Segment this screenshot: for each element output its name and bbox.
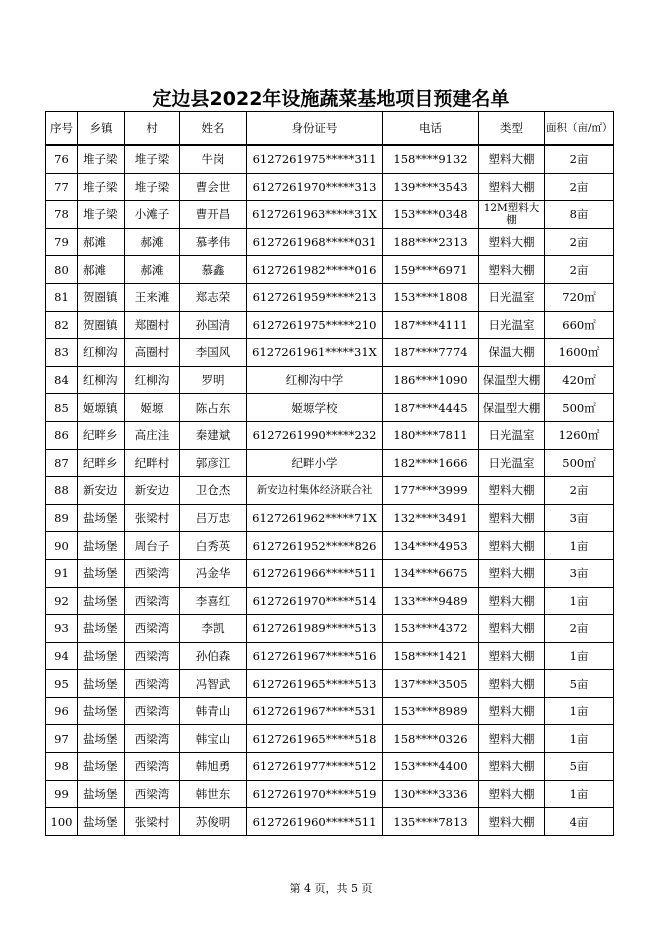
cell-phone: 187****4111 <box>383 311 479 339</box>
cell-village: 西梁湾 <box>125 780 180 808</box>
cell-seq: 87 <box>46 449 78 477</box>
cell-id-number: 6127261962*****71X <box>247 504 383 532</box>
cell-phone: 186****1090 <box>383 366 479 394</box>
cell-phone: 158****9132 <box>383 145 479 173</box>
cell-area: 3亩 <box>545 504 614 532</box>
cell-phone: 159****6971 <box>383 256 479 284</box>
cell-seq: 89 <box>46 504 78 532</box>
table-body <box>46 145 614 835</box>
cell-village: 西梁湾 <box>125 615 180 643</box>
cell-id-number: 6127261975*****311 <box>247 145 383 173</box>
cell-type: 保温型大棚 <box>479 366 545 394</box>
cell-type: 塑料大棚 <box>479 587 545 615</box>
cell-id-number: 新安边村集体经济联合社 <box>247 477 383 505</box>
cell-type: 日光温室 <box>479 283 545 311</box>
cell-name: 慕孝伟 <box>180 228 247 256</box>
cell-seq: 84 <box>46 366 78 394</box>
cell-area: 1亩 <box>545 697 614 725</box>
cell-phone: 187****4445 <box>383 394 479 422</box>
cell-village: 纪畔村 <box>125 449 180 477</box>
cell-name: 韩宝山 <box>180 725 247 753</box>
cell-name: 李凯 <box>180 615 247 643</box>
cell-name: 曹开昌 <box>180 201 247 229</box>
table-row <box>46 366 614 394</box>
cell-type: 塑料大棚 <box>479 725 545 753</box>
cell-type: 塑料大棚 <box>479 477 545 505</box>
cell-type: 塑料大棚 <box>479 808 545 836</box>
cell-town: 郝滩 <box>78 256 125 284</box>
cell-village: 西梁湾 <box>125 670 180 698</box>
table-row <box>46 670 614 698</box>
cell-phone: 180****7811 <box>383 421 479 449</box>
cell-seq: 83 <box>46 339 78 367</box>
cell-area: 660㎡ <box>545 311 614 339</box>
header-village: 村 <box>125 112 180 146</box>
cell-name: 李喜红 <box>180 587 247 615</box>
cell-id-number: 6127261952*****826 <box>247 532 383 560</box>
header-phone: 电话 <box>383 112 479 146</box>
cell-phone: 134****6675 <box>383 559 479 587</box>
cell-id-number: 纪畔小学 <box>247 449 383 477</box>
cell-seq: 90 <box>46 532 78 560</box>
cell-village: 王来滩 <box>125 283 180 311</box>
cell-name: 冯金华 <box>180 559 247 587</box>
cell-id-number: 6127261967*****531 <box>247 697 383 725</box>
cell-area: 500㎡ <box>545 449 614 477</box>
cell-type: 日光温室 <box>479 449 545 477</box>
cell-name: 郭彦江 <box>180 449 247 477</box>
table-row <box>46 532 614 560</box>
cell-village: 西梁湾 <box>125 642 180 670</box>
cell-town: 堆子梁 <box>78 173 125 201</box>
cell-type: 日光温室 <box>479 311 545 339</box>
cell-town: 盐场堡 <box>78 753 125 781</box>
cell-type: 保温型大棚 <box>479 394 545 422</box>
cell-town: 盐场堡 <box>78 808 125 836</box>
table-row <box>46 642 614 670</box>
cell-village: 郝滩 <box>125 256 180 284</box>
cell-phone: 177****3999 <box>383 477 479 505</box>
cell-type: 塑料大棚 <box>479 670 545 698</box>
cell-village: 西梁湾 <box>125 559 180 587</box>
cell-type: 日光温室 <box>479 421 545 449</box>
table-row <box>46 145 614 173</box>
cell-town: 盐场堡 <box>78 780 125 808</box>
cell-seq: 100 <box>46 808 78 836</box>
cell-name: 韩旭勇 <box>180 753 247 781</box>
cell-village: 西梁湾 <box>125 725 180 753</box>
header-id-number: 身份证号 <box>247 112 383 146</box>
cell-town: 盐场堡 <box>78 725 125 753</box>
cell-area: 1亩 <box>545 780 614 808</box>
cell-seq: 94 <box>46 642 78 670</box>
cell-seq: 97 <box>46 725 78 753</box>
cell-village: 西梁湾 <box>125 753 180 781</box>
cell-village: 堆子梁 <box>125 173 180 201</box>
cell-village: 张梁村 <box>125 808 180 836</box>
cell-name: 李国风 <box>180 339 247 367</box>
cell-phone: 153****0348 <box>383 201 479 229</box>
cell-type: 塑料大棚 <box>479 532 545 560</box>
header-name: 姓名 <box>180 112 247 146</box>
cell-area: 1亩 <box>545 642 614 670</box>
cell-name: 秦建斌 <box>180 421 247 449</box>
cell-town: 堆子梁 <box>78 145 125 173</box>
table-row <box>46 256 614 284</box>
cell-town: 盐场堡 <box>78 670 125 698</box>
table-row <box>46 201 614 229</box>
cell-seq: 80 <box>46 256 78 284</box>
cell-name: 苏俊明 <box>180 808 247 836</box>
cell-town: 红柳沟 <box>78 366 125 394</box>
cell-phone: 153****1808 <box>383 283 479 311</box>
cell-seq: 76 <box>46 145 78 173</box>
page-footer: 第 4 页，共 5 页 <box>289 882 373 895</box>
cell-area: 2亩 <box>545 145 614 173</box>
cell-village: 西梁湾 <box>125 697 180 725</box>
cell-id-number: 6127261961*****31X <box>247 339 383 367</box>
table-row <box>46 421 614 449</box>
table-row <box>46 339 614 367</box>
cell-id-number: 姬塬学校 <box>247 394 383 422</box>
cell-phone: 139****3543 <box>383 173 479 201</box>
cell-name: 慕鑫 <box>180 256 247 284</box>
cell-type: 保温大棚 <box>479 339 545 367</box>
cell-seq: 88 <box>46 477 78 505</box>
cell-town: 盐场堡 <box>78 532 125 560</box>
cell-village: 周台子 <box>125 532 180 560</box>
cell-phone: 137****3505 <box>383 670 479 698</box>
cell-phone: 134****4953 <box>383 532 479 560</box>
table-row <box>46 504 614 532</box>
cell-name: 曹会世 <box>180 173 247 201</box>
cell-name: 陈占东 <box>180 394 247 422</box>
header-town: 乡镇 <box>78 112 125 146</box>
cell-phone: 158****0326 <box>383 725 479 753</box>
cell-village: 西梁湾 <box>125 587 180 615</box>
cell-village: 高庄洼 <box>125 421 180 449</box>
cell-area: 2亩 <box>545 615 614 643</box>
cell-type: 12M塑料大棚 <box>479 201 545 229</box>
header-seq: 序号 <box>46 112 78 146</box>
cell-area: 3亩 <box>545 559 614 587</box>
cell-id-number: 6127261977*****512 <box>247 753 383 781</box>
table-header <box>46 112 614 146</box>
cell-type: 塑料大棚 <box>479 559 545 587</box>
cell-name: 白秀英 <box>180 532 247 560</box>
cell-name: 郑志荣 <box>180 283 247 311</box>
cell-seq: 92 <box>46 587 78 615</box>
cell-seq: 93 <box>46 615 78 643</box>
cell-id-number: 6127261965*****518 <box>247 725 383 753</box>
cell-town: 盐场堡 <box>78 559 125 587</box>
cell-seq: 98 <box>46 753 78 781</box>
cell-area: 8亩 <box>545 201 614 229</box>
cell-village: 姬塬 <box>125 394 180 422</box>
cell-seq: 82 <box>46 311 78 339</box>
cell-area: 1600㎡ <box>545 339 614 367</box>
cell-id-number: 6127261970*****313 <box>247 173 383 201</box>
table-row <box>46 559 614 587</box>
cell-seq: 96 <box>46 697 78 725</box>
table-row <box>46 228 614 256</box>
table-row <box>46 587 614 615</box>
project-roster-table <box>45 111 614 836</box>
cell-type: 塑料大棚 <box>479 228 545 256</box>
cell-village: 郑圈村 <box>125 311 180 339</box>
cell-seq: 86 <box>46 421 78 449</box>
cell-type: 塑料大棚 <box>479 145 545 173</box>
cell-village: 红柳沟 <box>125 366 180 394</box>
cell-town: 盐场堡 <box>78 587 125 615</box>
table-row <box>46 394 614 422</box>
cell-type: 塑料大棚 <box>479 697 545 725</box>
cell-town: 郝滩 <box>78 228 125 256</box>
table-row <box>46 283 614 311</box>
cell-type: 塑料大棚 <box>479 615 545 643</box>
cell-seq: 99 <box>46 780 78 808</box>
cell-area: 5亩 <box>545 753 614 781</box>
cell-phone: 132****3491 <box>383 504 479 532</box>
cell-town: 盐场堡 <box>78 504 125 532</box>
table-row <box>46 615 614 643</box>
cell-seq: 78 <box>46 201 78 229</box>
cell-seq: 77 <box>46 173 78 201</box>
cell-phone: 187****7774 <box>383 339 479 367</box>
table-row <box>46 753 614 781</box>
table-row <box>46 780 614 808</box>
document-title: 定边县2022年设施蔬菜基地项目预建名单 <box>152 88 510 110</box>
cell-area: 2亩 <box>545 477 614 505</box>
cell-name: 韩世东 <box>180 780 247 808</box>
header-row <box>46 112 614 146</box>
cell-id-number: 6127261966*****511 <box>247 559 383 587</box>
cell-area: 4亩 <box>545 808 614 836</box>
header-type: 类型 <box>479 112 545 146</box>
cell-village: 郝滩 <box>125 228 180 256</box>
cell-town: 盐场堡 <box>78 697 125 725</box>
cell-name: 吕万忠 <box>180 504 247 532</box>
cell-type: 塑料大棚 <box>479 173 545 201</box>
cell-area: 2亩 <box>545 228 614 256</box>
cell-area: 1亩 <box>545 532 614 560</box>
cell-seq: 85 <box>46 394 78 422</box>
cell-area: 2亩 <box>545 173 614 201</box>
cell-type: 塑料大棚 <box>479 780 545 808</box>
cell-id-number: 6127261970*****519 <box>247 780 383 808</box>
cell-name: 孙国清 <box>180 311 247 339</box>
cell-name: 韩青山 <box>180 697 247 725</box>
cell-id-number: 6127261989*****513 <box>247 615 383 643</box>
header-area: 面积（亩/㎡） <box>545 112 614 146</box>
cell-area: 1亩 <box>545 725 614 753</box>
cell-area: 5亩 <box>545 670 614 698</box>
cell-id-number: 6127261967*****516 <box>247 642 383 670</box>
cell-town: 盐场堡 <box>78 642 125 670</box>
cell-seq: 95 <box>46 670 78 698</box>
cell-phone: 188****2313 <box>383 228 479 256</box>
cell-town: 纪畔乡 <box>78 421 125 449</box>
cell-name: 罗明 <box>180 366 247 394</box>
cell-town: 纪畔乡 <box>78 449 125 477</box>
cell-village: 张梁村 <box>125 504 180 532</box>
cell-id-number: 6127261960*****511 <box>247 808 383 836</box>
cell-area: 420㎡ <box>545 366 614 394</box>
cell-id-number: 6127261982*****016 <box>247 256 383 284</box>
cell-village: 高圈村 <box>125 339 180 367</box>
cell-phone: 182****1666 <box>383 449 479 477</box>
cell-area: 1260㎡ <box>545 421 614 449</box>
cell-seq: 91 <box>46 559 78 587</box>
cell-village: 小滩子 <box>125 201 180 229</box>
table-row <box>46 449 614 477</box>
cell-id-number: 6127261965*****513 <box>247 670 383 698</box>
table-row <box>46 725 614 753</box>
cell-type: 塑料大棚 <box>479 256 545 284</box>
cell-seq: 81 <box>46 283 78 311</box>
cell-id-number: 6127261968*****031 <box>247 228 383 256</box>
table-row <box>46 477 614 505</box>
cell-type: 塑料大棚 <box>479 753 545 781</box>
cell-id-number: 6127261970*****514 <box>247 587 383 615</box>
cell-phone: 153****4372 <box>383 615 479 643</box>
cell-phone: 130****3336 <box>383 780 479 808</box>
cell-name: 卫仓杰 <box>180 477 247 505</box>
cell-town: 新安边 <box>78 477 125 505</box>
cell-id-number: 6127261990*****232 <box>247 421 383 449</box>
cell-id-number: 红柳沟中学 <box>247 366 383 394</box>
cell-town: 姬塬镇 <box>78 394 125 422</box>
cell-phone: 158****1421 <box>383 642 479 670</box>
cell-seq: 79 <box>46 228 78 256</box>
cell-village: 新安边 <box>125 477 180 505</box>
cell-id-number: 6127261975*****210 <box>247 311 383 339</box>
cell-area: 2亩 <box>545 256 614 284</box>
cell-name: 牛岗 <box>180 145 247 173</box>
cell-id-number: 6127261963*****31X <box>247 201 383 229</box>
cell-phone: 135****7813 <box>383 808 479 836</box>
cell-town: 贺圈镇 <box>78 311 125 339</box>
cell-town: 贺圈镇 <box>78 283 125 311</box>
cell-phone: 153****4400 <box>383 753 479 781</box>
cell-area: 1亩 <box>545 587 614 615</box>
cell-town: 盐场堡 <box>78 615 125 643</box>
cell-name: 孙伯森 <box>180 642 247 670</box>
cell-type: 塑料大棚 <box>479 642 545 670</box>
cell-phone: 153****8989 <box>383 697 479 725</box>
cell-type: 塑料大棚 <box>479 504 545 532</box>
table-row <box>46 311 614 339</box>
table-row <box>46 808 614 836</box>
cell-area: 500㎡ <box>545 394 614 422</box>
cell-town: 堆子梁 <box>78 201 125 229</box>
cell-phone: 133****9489 <box>383 587 479 615</box>
table-row <box>46 697 614 725</box>
cell-name: 冯智武 <box>180 670 247 698</box>
table-row <box>46 173 614 201</box>
cell-id-number: 6127261959*****213 <box>247 283 383 311</box>
cell-village: 堆子梁 <box>125 145 180 173</box>
cell-area: 720㎡ <box>545 283 614 311</box>
cell-town: 红柳沟 <box>78 339 125 367</box>
